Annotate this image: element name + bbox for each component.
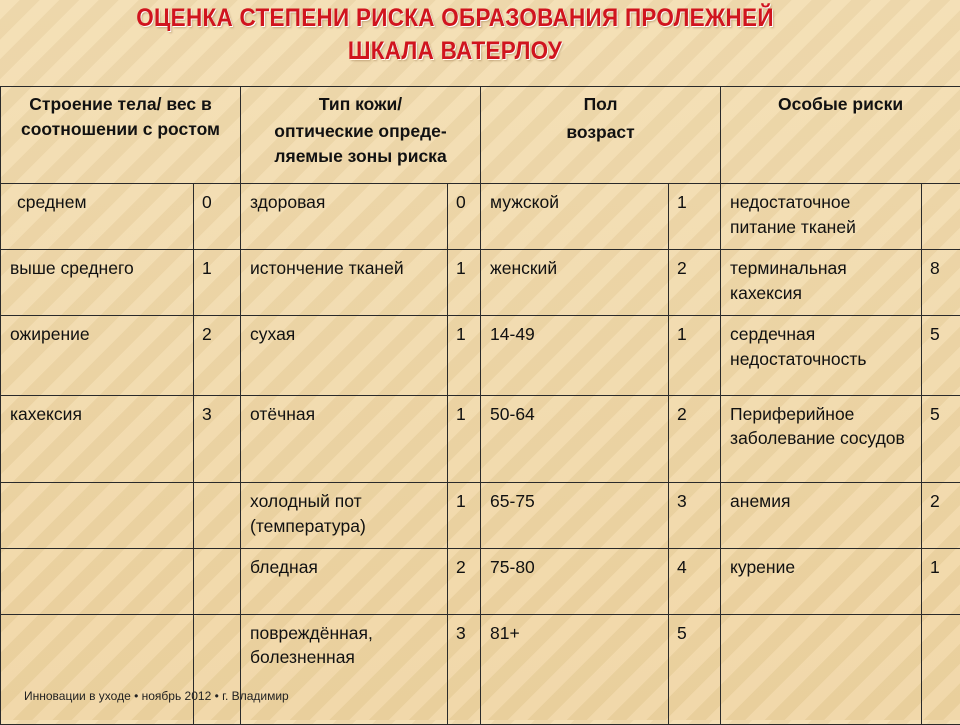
special-risk-score: 1 [922, 549, 960, 615]
table-row [1, 316, 960, 396]
skin-type-cell: истончение тканей [241, 250, 448, 316]
header-special-risks: Особые риски [721, 87, 960, 184]
skin-type-score: 1 [448, 316, 481, 396]
skin-type-cell: холодный пот (температура) [241, 483, 448, 549]
body-build-cell: выше среднего [1, 250, 194, 316]
special-risk-cell: анемия [721, 483, 922, 549]
title-line-2: ШКАЛА ВАТЕРЛОУ [46, 35, 865, 68]
body-build-cell [1, 549, 194, 615]
special-risk-score: 8 [922, 250, 960, 316]
skin-type-score: 1 [448, 396, 481, 483]
slide-title [46, 2, 865, 68]
table-header-row [1, 87, 960, 184]
skin-type-cell: повреждённая, болезненная [241, 615, 448, 725]
skin-type-cell: бледная [241, 549, 448, 615]
special-risk-score [922, 615, 960, 725]
body-build-cell: кахексия [1, 396, 194, 483]
special-risk-cell: сердечная недостаточность [721, 316, 922, 396]
slide-footer: Инновации в уходе • ноябрь 2012 • г. Владимир [24, 689, 289, 703]
header-age: возраст [487, 117, 714, 145]
table-row [1, 396, 960, 483]
sex-age-cell: женский [481, 250, 669, 316]
body-build-cell [1, 483, 194, 549]
sex-age-cell: 81+ [481, 615, 669, 725]
skin-type-score: 1 [448, 250, 481, 316]
table-row [1, 483, 960, 549]
waterlow-scale-table [0, 86, 960, 725]
sex-age-score: 1 [669, 316, 721, 396]
body-build-score: 1 [194, 250, 241, 316]
special-risk-cell: терминальная кахексия [721, 250, 922, 316]
header-skin-type-line1: Тип кожи/ [247, 92, 474, 117]
sex-age-score: 1 [669, 184, 721, 250]
sex-age-score: 5 [669, 615, 721, 725]
body-build-score [194, 549, 241, 615]
special-risk-cell: недостаточное питание тканей [721, 184, 922, 250]
special-risk-cell [721, 615, 922, 725]
special-risk-cell: курение [721, 549, 922, 615]
body-build-score: 3 [194, 396, 241, 483]
header-sex: Пол [487, 92, 714, 117]
sex-age-cell: 65-75 [481, 483, 669, 549]
header-body-build: Строение тела/ вес в соотношении с ростом [1, 87, 241, 184]
sex-age-cell: 75-80 [481, 549, 669, 615]
special-risk-score: 5 [922, 316, 960, 396]
skin-type-score: 1 [448, 483, 481, 549]
skin-type-score: 2 [448, 549, 481, 615]
table-row [1, 549, 960, 615]
skin-type-cell: здоровая [241, 184, 448, 250]
skin-type-score: 0 [448, 184, 481, 250]
body-build-cell: ожирение [1, 316, 194, 396]
skin-type-score: 3 [448, 615, 481, 725]
body-build-score [194, 483, 241, 549]
body-build-score: 2 [194, 316, 241, 396]
skin-type-cell: сухая [241, 316, 448, 396]
sex-age-cell: 50-64 [481, 396, 669, 483]
header-sex-age [481, 87, 721, 184]
body-build-cell: среднем [1, 184, 194, 250]
special-risk-score [922, 184, 960, 250]
sex-age-cell: 14-49 [481, 316, 669, 396]
header-skin-type-line2: оптические опреде-ляемые зоны риска [247, 117, 474, 169]
sex-age-score: 2 [669, 250, 721, 316]
table-row [1, 615, 960, 725]
header-skin-type [241, 87, 481, 184]
skin-type-cell: отёчная [241, 396, 448, 483]
body-build-cell [1, 615, 194, 725]
special-risk-cell: Периферийное заболевание сосудов [721, 396, 922, 483]
table-row [1, 250, 960, 316]
table-row [1, 184, 960, 250]
body-build-score: 0 [194, 184, 241, 250]
sex-age-score: 2 [669, 396, 721, 483]
body-build-score [194, 615, 241, 725]
sex-age-score: 3 [669, 483, 721, 549]
special-risk-score: 2 [922, 483, 960, 549]
special-risk-score: 5 [922, 396, 960, 483]
sex-age-cell: мужской [481, 184, 669, 250]
title-line-1: ОЦЕНКА СТЕПЕНИ РИСКА ОБРАЗОВАНИЯ ПРОЛЕЖНЕЙ [46, 2, 865, 35]
sex-age-score: 4 [669, 549, 721, 615]
